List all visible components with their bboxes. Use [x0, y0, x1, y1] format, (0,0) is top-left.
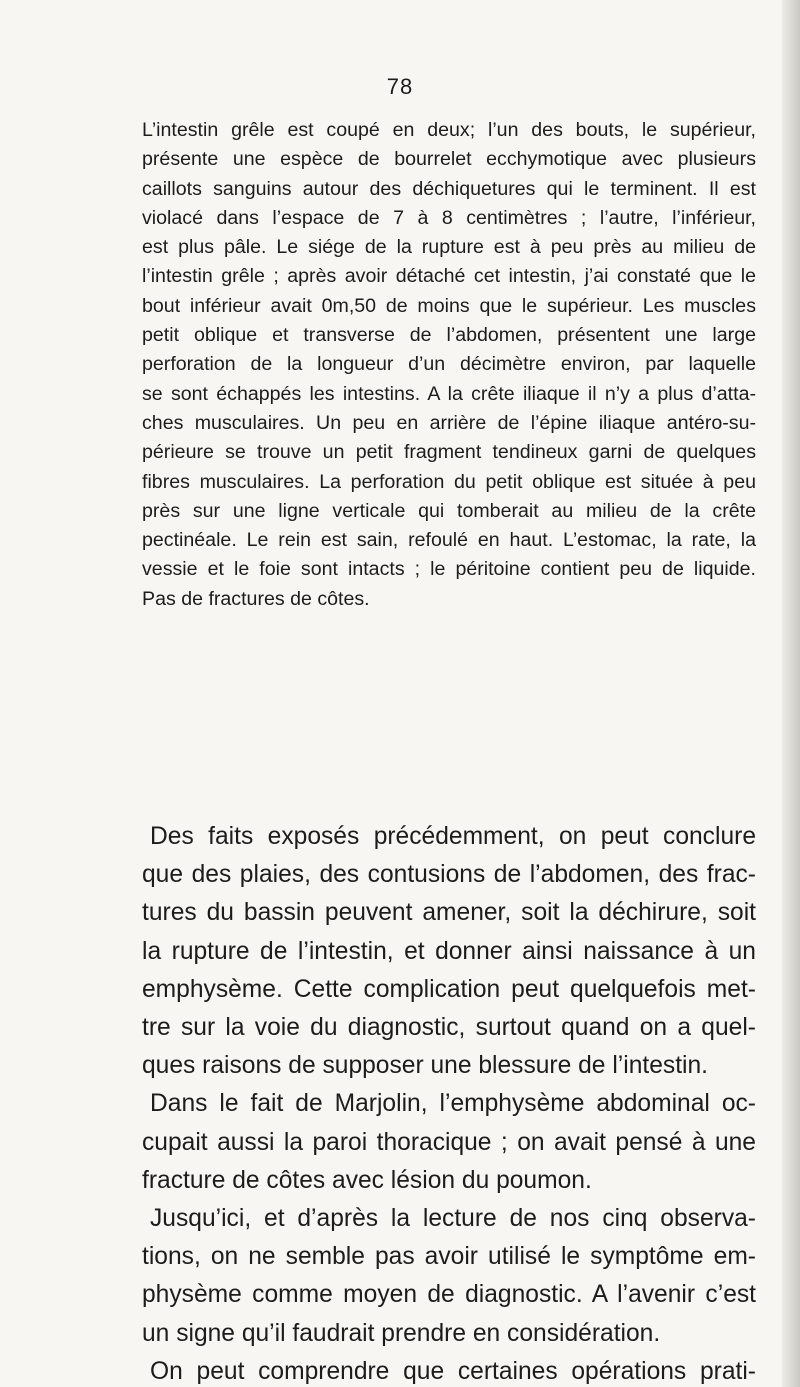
text-line: près sur une ligne verticale qui tomberait au milieu de la crête [142, 499, 756, 522]
text-line: tre sur la voie du diagnostic, surtout quand on a quel- [142, 1014, 756, 1042]
text-line: cupait aussi la paroi thoracique ; on avait pensé à une [142, 1128, 756, 1156]
text-line: ches musculaires. Un peu en arrière de l’épine iliaque antéro-su- [142, 411, 756, 434]
text-line: présente une espèce de bourrelet ecchymotique avec plusieurs [142, 148, 756, 171]
page-number: 78 [386, 74, 414, 99]
text-line: L’intestin grêle est coupé en deux; l’un des bouts, le supérieur, [142, 119, 756, 141]
text-line: fracture de côtes avec lésion du poumon. [142, 1166, 592, 1194]
text-line: emphysème. Cette complication peut quelquefois met- [142, 975, 756, 1003]
text-line: que des plaies, des contusions de l’abdomen, des frac- [142, 861, 756, 889]
text-line: se sont échappés les intestins. A la crête iliaque il n’y a plus d’atta- [142, 382, 756, 405]
text-line: violacé dans l’espace de 7 à 8 centimètres ; l’autre, l’inférieur, [142, 206, 756, 229]
text-line: pectinéale. Le rein est sain, refoulé en haut. L’estomac, la rate, la [142, 529, 756, 552]
text-line: tions, on ne semble pas avoir utilisé le symptôme em- [142, 1243, 756, 1271]
text-line: petit oblique et transverse de l’abdomen, présentent une large [142, 324, 756, 347]
text-line: perforation de la longueur d’un décimètre environ, par laquelle [142, 353, 756, 376]
text-line: caillots sanguins autour des déchiquetures qui le terminent. Il est [142, 177, 756, 200]
text-line: est plus pâle. Le siége de la rupture est à peu près au milieu de [142, 236, 756, 259]
page-edge-shadow [782, 0, 800, 1387]
text-line: bout inférieur avait 0m,50 de moins que le supérieur. Les muscles [142, 294, 756, 317]
text-line: On peut comprendre que certaines opérations prati- [150, 1357, 756, 1385]
text-line: physème comme moyen de diagnostic. A l’avenir c’est [142, 1281, 756, 1309]
large-print-paragraphs [142, 818, 756, 1387]
text-line: vessie et le foie sont intacts ; le péritoine contient peu de liquide. [142, 558, 756, 581]
text-line: ques raisons de supposer une blessure de l’intestin. [142, 1052, 709, 1080]
text-line: l’intestin grêle ; après avoir détaché cet intestin, j’ai constaté que le [142, 265, 756, 288]
text-line: périeure se trouve un petit fragment tendineux garni de quelques [142, 441, 756, 464]
text-line: Des faits exposés précédemment, on peut conclure [150, 823, 756, 850]
text-line: tures du bassin peuvent amener, soit la déchirure, soit [142, 899, 756, 927]
text-line: Jusqu’ici, et d’après la lecture de nos cinq observa- [150, 1205, 756, 1233]
text-line: Pas de fractures de côtes. [142, 587, 370, 610]
text-line: fibres musculaires. La perforation du petit oblique est située à peu [142, 470, 756, 493]
text-line: la rupture de l’intestin, et donner ainsi naissance à un [142, 937, 756, 965]
text-line: Dans le fait de Marjolin, l’emphysème abdominal oc- [150, 1090, 756, 1118]
small-print-paragraph [142, 116, 756, 614]
text-line: un signe qu’il faudrait prendre en considération. [142, 1319, 661, 1347]
